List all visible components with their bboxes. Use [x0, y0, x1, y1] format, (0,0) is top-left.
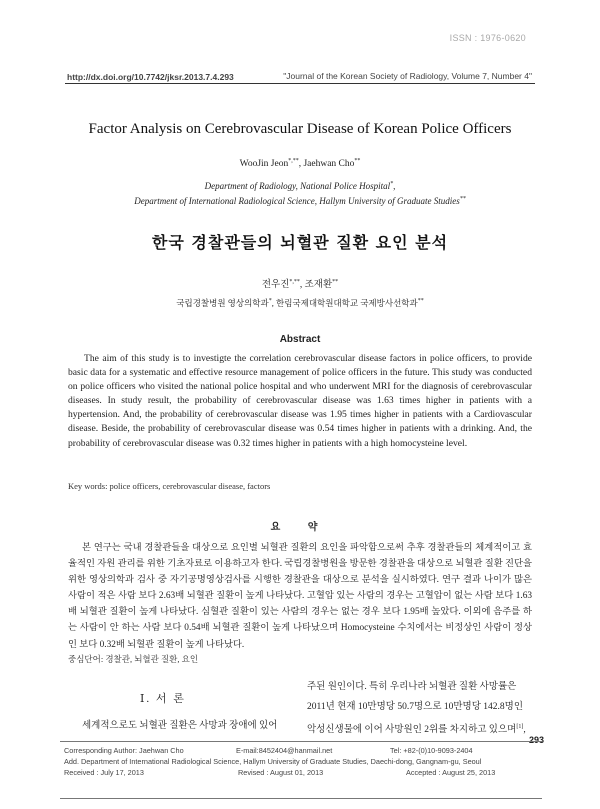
- doi-link[interactable]: http://dx.doi.org/10.7742/jksr.2013.7.4.293: [67, 72, 234, 82]
- keywords-en: Key words: police officers, cerebrovascular disease, factors: [68, 481, 271, 491]
- intro-text-right: 주된 원인이다. 특히 우리나라 뇌혈관 질환 사망률은 2011년 현재 10만명당 50.7명으로 10만명당 142.8명인 악성신생물에 이어 사망원인 2위를 차지하고 있으며[1],: [307, 682, 526, 736]
- page-number: 293: [528, 735, 544, 745]
- abstract-text: The aim of this study is to investigte the correlation cerebrovascular disease factors in police officers, to provide basic data for a systematic and effective resource management of police officers in the future. This study was conducted on police officers who visited the national police hospital and who underwent MRI for the diagnosis of cerebrovascular diseases. In study result, the probability of cerebrovascular disease was 1.63 times higher in patients with a hypertension. And, the probability of cerebrovascular disease was 1.95 times higher in patients with a Cardiovascular disease. Beside, the probability of cerebrovascular disease was 0.54 times higher in patients with a drinking. And, the probability of cerebrovascular disease was 0.32 times higher in patients with a high homocysteine level.: [68, 353, 532, 449]
- author-mark: *,**: [288, 158, 299, 164]
- korean-title: 한국 경찰관들의 뇌혈관 질환 요인 분석: [151, 233, 449, 252]
- korean-abstract-text: 본 연구는 국내 경찰관들을 대상으로 요인별 뇌혈관 질환의 요인을 파악함으로써 추후 경찰관들의 체계적이고 효율적인 자원 관리를 위한 기초자료로 이용하고자 한다. 국립경찰병원을 방문한 경찰관을 대상으로 뇌혈관 질환 진단을 위한 영상의학과 검사 중 자기공명영상검사를 시행한 경찰관을 대상으로 분석을 실시하였다. 연구 결과 나이가 많은 사람이 적은 사람 보다 2.63배 뇌혈관 질환이 높게 나타났다. 고혈압 있는 사람의 경우는 고혈압이 없는 사람 보다 1.63배 뇌혈관 질환이 높게 나타났다. 심혈관 질환이 있는 사람의 경우는 없는 경우 보다 1.95배 높았다. 이외에 음주를 하는 사람이 안 하는 사람 보다 0.54배 뇌혈관 질환이 높게 나타났으며 Homocysteine 수치에서는 비정상인 사람이 정상인 보다 0.32배 뇌혈관 질환이 높게 나타났다.: [68, 543, 532, 650]
- issn-label: ISSN : 1976-0620: [449, 33, 526, 43]
- author-name: Jaehwan Cho: [303, 159, 355, 170]
- accepted-date: Accepted : August 25, 2013: [406, 768, 496, 777]
- author-name: WooJin Jeon: [239, 159, 289, 170]
- korean-abstract-heading: 요 약: [270, 522, 330, 533]
- revised-date: Revised : August 01, 2013: [238, 768, 324, 777]
- article-title: Factor Analysis on Cerebrovascular Disease of Korean Police Officers: [88, 121, 512, 137]
- intro-text-left: 세계적으로도 뇌혈관 질환은 사망과 장애에 있어: [82, 721, 278, 731]
- address: Add. Department of International Radiological Science, Hallym University of Graduate Studies, Daechi-dong, Gangnam-gu, Seoul: [64, 757, 482, 766]
- corresponding-author: Corresponding Author: Jaehwan Cho: [64, 746, 184, 755]
- header-divider: [65, 83, 535, 84]
- affiliation-line: Department of Radiology, National Police Hospital*,: [204, 181, 396, 191]
- article-footer: [60, 741, 542, 799]
- abstract-heading: Abstract: [279, 334, 321, 345]
- email[interactable]: E-mail:8452404@hanmail.net: [236, 746, 333, 755]
- affiliation-line: Department of International Radiological Science, Hallym University of Graduate Studies**: [134, 196, 466, 206]
- telephone: Tel: +82-(0)10-9093-2404: [390, 746, 473, 755]
- author-list: WooJin Jeon*,**, Jaehwan Cho**: [239, 158, 361, 170]
- korean-affiliations: 국립경찰병원 영상의학과*, 한림국제대학원대학교 국제방사선학과**: [176, 298, 424, 308]
- author-mark: **: [354, 158, 361, 164]
- journal-citation: "Journal of the Korean Society of Radiology, Volume 7, Number 4": [283, 71, 532, 81]
- korean-author-list: 전우진*,**, 조재환**: [261, 278, 339, 290]
- reference-mark: [1]: [516, 724, 524, 730]
- section-heading: Ⅰ. 서 론: [140, 693, 186, 705]
- received-date: Received : July 17, 2013: [64, 768, 144, 777]
- keywords-kr: 중심단어: 경찰관, 뇌혈관 질환, 요인: [68, 654, 199, 664]
